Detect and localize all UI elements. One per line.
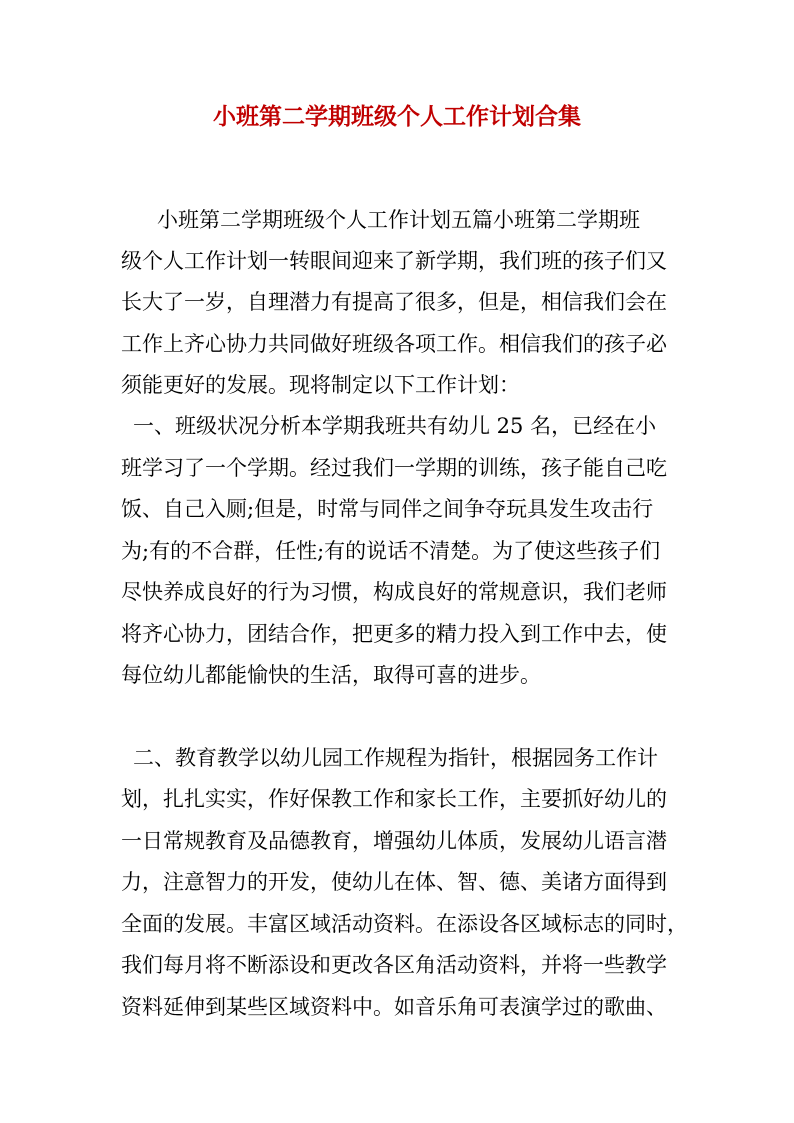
line-text: 级个人工作计划一转眼间迎来了新学期，我们班的孩子们又 bbox=[121, 249, 667, 273]
line-text: 全面的发展。丰富区域活动资料。在添设各区域标志的同时， bbox=[121, 912, 688, 936]
line-text: 我们每月将不断添设和更改各区角活动资料，并将一些教学 bbox=[121, 953, 667, 977]
text-line bbox=[0, 614, 794, 654]
text-line bbox=[0, 904, 794, 944]
text-line bbox=[0, 738, 794, 778]
text-line bbox=[0, 779, 794, 819]
text-line bbox=[0, 862, 794, 902]
text-line bbox=[0, 365, 794, 405]
line-text: 工作上齐心协力共同做好班级各项工作。相信我们的孩子必 bbox=[121, 332, 667, 356]
text-line bbox=[0, 200, 794, 240]
text-line bbox=[0, 489, 794, 529]
line-text: 须能更好的发展。现将制定以下工作计划： bbox=[121, 373, 520, 397]
text-line bbox=[0, 572, 794, 612]
text-line bbox=[0, 987, 794, 1027]
line-text: 力，注意智力的开发，使幼儿在体、智、德、美诸方面得到 bbox=[121, 870, 667, 894]
line-text: 二、教育教学以幼儿园工作规程为指针，根据园务工作计 bbox=[133, 746, 658, 770]
line-text: 班学习了一个学期。经过我们一学期的训练，孩子能自己吃 bbox=[121, 456, 667, 480]
text-line bbox=[0, 945, 794, 985]
line-text: 将齐心协力，团结合作，把更多的精力投入到工作中去，使 bbox=[121, 622, 667, 646]
text-line bbox=[0, 655, 794, 695]
line-text: 为;有的不合群，任性;有的说话不清楚。为了使这些孩子们 bbox=[121, 539, 661, 563]
line-text: 饭、自己入厕;但是，时常与同伴之间争夺玩具发生攻击行 bbox=[121, 497, 654, 521]
text-line bbox=[0, 282, 794, 322]
text-line bbox=[0, 448, 794, 488]
text-line bbox=[0, 324, 794, 364]
text-line bbox=[0, 531, 794, 571]
text-line bbox=[0, 241, 794, 281]
line-text: 一日常规教育及品德教育，增强幼儿体质，发展幼儿语言潜 bbox=[121, 829, 667, 853]
line-text: 尽快养成良好的行为习惯，构成良好的常规意识，我们老师 bbox=[121, 580, 667, 604]
line-text: 长大了一岁，自理潜力有提高了很多，但是，相信我们会在 bbox=[121, 290, 667, 314]
line-text: 小班第二学期班级个人工作计划五篇小班第二学期班 bbox=[157, 208, 640, 232]
document-title: 小班第二学期班级个人工作计划合集 bbox=[213, 103, 581, 130]
text-line bbox=[0, 406, 794, 446]
line-text: 资料延伸到某些区域资料中。如音乐角可表演学过的歌曲、 bbox=[121, 995, 667, 1019]
text-line bbox=[0, 821, 794, 861]
line-text: 一、班级状况分析本学期我班共有幼儿 25 名，已经在小 bbox=[133, 414, 657, 438]
line-text: 划，扎扎实实，作好保教工作和家长工作，主要抓好幼儿的 bbox=[121, 787, 667, 811]
line-text: 每位幼儿都能愉快的生活，取得可喜的进步。 bbox=[121, 663, 541, 687]
